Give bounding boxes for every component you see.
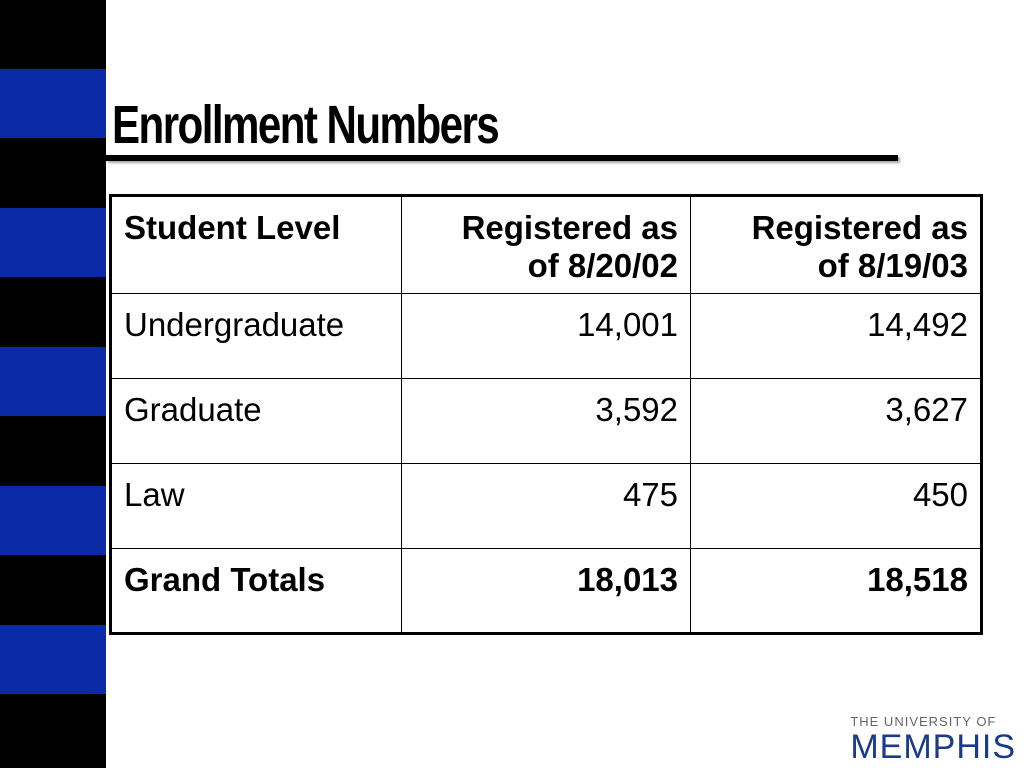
cell-registered-2002: 18,013: [402, 549, 691, 634]
slide-title: Enrollment Numbers: [112, 95, 499, 155]
sidebar-blue-block: [0, 208, 106, 277]
cell-registered-2002: 14,001: [402, 294, 691, 379]
header-line: Registered as: [751, 209, 968, 246]
table-row-grand-totals: [111, 549, 982, 634]
logo-main-text: MEMPHIS: [850, 728, 1016, 766]
header-line: Registered as: [461, 209, 679, 246]
left-decorative-sidebar: [0, 0, 106, 768]
cell-registered-2003: 450: [691, 464, 982, 549]
sidebar-blue-block: [0, 486, 106, 555]
table-row: [111, 464, 982, 549]
cell-student-level: Law: [111, 464, 402, 549]
cell-registered-2003: 14,492: [691, 294, 982, 379]
table-row: [111, 294, 982, 379]
sidebar-blue-block: [0, 347, 106, 416]
header-registered-2003: [691, 196, 982, 294]
cell-registered-2003: 18,518: [691, 549, 982, 634]
table-header-row: [111, 196, 982, 294]
cell-student-level: Graduate: [111, 379, 402, 464]
university-logo: [850, 714, 1016, 765]
title-underline-rule: [106, 155, 898, 161]
cell-student-level: Undergraduate: [111, 294, 402, 379]
table-row: [111, 379, 982, 464]
sidebar-blue-block: [0, 69, 106, 138]
header-line: of 8/19/03: [817, 247, 968, 284]
cell-registered-2003: 3,627: [691, 379, 982, 464]
header-line: Student Level: [124, 209, 341, 246]
logo-top-text: THE UNIVERSITY OF: [850, 714, 997, 729]
header-line: of 8/20/02: [527, 247, 679, 284]
sidebar-blue-block: [0, 625, 106, 694]
header-student-level: [111, 196, 402, 294]
cell-student-level: Grand Totals: [111, 549, 402, 634]
header-registered-2002: [402, 196, 691, 294]
enrollment-table: [109, 194, 983, 635]
cell-registered-2002: 475: [402, 464, 691, 549]
cell-registered-2002: 3,592: [402, 379, 691, 464]
